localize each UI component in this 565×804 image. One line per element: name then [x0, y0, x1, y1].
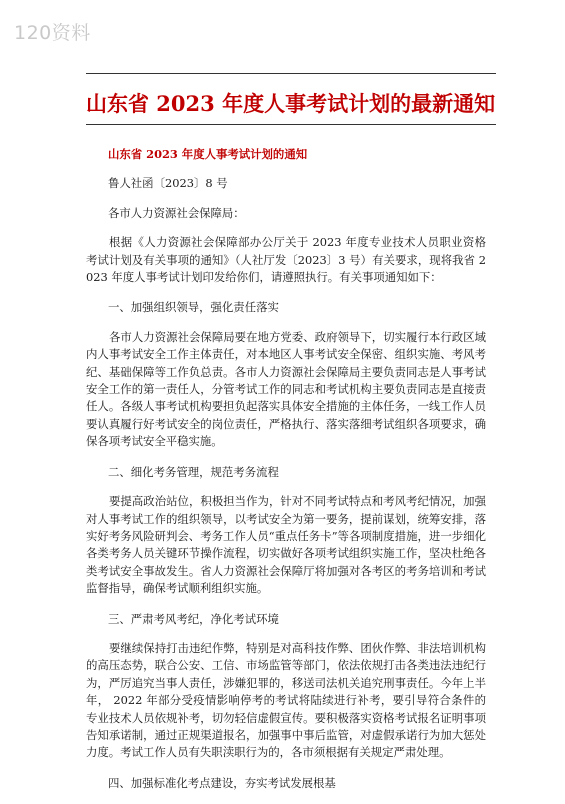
section-body-3: 要继续保持打击违纪作弊，特别是对高科技作弊、团伙作弊、非法培训机构的高压态势，联合公安、工信、市场监管等部门，依法依规打击各类违法违纪行为，严厉追究当事人责任，涉嫌犯罪的，移送司法机关追究刑事责任。今年上半年， 2022 年部分受疫情影响停考的考试将陆续进行补考，要引导符合条件的专业技术人员依规补考，切勿轻信虚假宣传。要积极落实资格考试报名证明事项告知承诺制，通过正规渠道报名，加强事中事后监管，对虚假承诺行为加大惩处力度。考试工作人员有失职渎职行为的，各市须根据有关规定严肃处理。 [86, 640, 486, 760]
document-body [86, 146, 486, 804]
notice-subtitle: 山东省 2023 年度人事考试计划的通知 [108, 147, 308, 161]
addressee: 各市人力资源社会保障局： [108, 205, 245, 220]
watermark-logo: 120资料 [14, 22, 91, 44]
section-body-2: 要提高政治站位，积极担当作为，针对不同考试特点和考风考纪情况，加强对人事考试工作的组织领导，以考试安全为第一要务，提前谋划，统筹安排，落实好考务风险研判会、考务工作人员“重点任务卡”等各项制度措施，进一步细化各类考务人员关键环节操作流程，切实做好各项考试组织实施工作，坚决杜绝各类考试安全事故发生。省人力资源社会保障厅将加强对各考区的考务培训和考试监督指导，确保考试顺利组织实施。 [86, 494, 486, 596]
section-heading-2: 二、细化考务管理，规范考务流程 [108, 464, 279, 479]
section-heading-1: 一、加强组织领导，强化责任落实 [108, 300, 279, 315]
section-body-1: 各市人力资源社会保障局要在地方党委、政府领导下，切实履行本行政区域内人事考试安全工作主体责任，对本地区人事考试安全保密、组织实施、考风考纪、基础保障等工作负总责。各市人力资源社会保障局主要负责同志是人事考试安全工作的第一责任人，分管考试工作的同志和考试机构主要负责同志是直接责任人。各级人事考试机构要担负起落实具体安全措施的主体任务，一线工作人员要认真履行好考试安全的岗位责任，严格执行、落实落细考试组织各项要求，确保各项考试安全平稳实施。 [86, 329, 486, 449]
document-title: 山东省 2023 年度人事考试计划的最新通知 [86, 91, 496, 116]
header-bottom-rule [86, 124, 496, 125]
header-top-rule [86, 73, 496, 74]
section-heading-3: 三、严肃考风考纪，净化考试环境 [108, 611, 279, 626]
intro-paragraph: 根据《人力资源社会保障部办公厅关于 2023 年度专业技术人员职业资格考试计划及有关事项的通知》（人社厅发〔2023〕3 号）有关要求，现将我省 2023 年度人事考试计划印发给你们，请遵照执行。有关事项通知如下： [86, 235, 486, 285]
section-heading-4: 四、加强标准化考点建设，夯实考试发展根基 [108, 775, 336, 790]
document-number: 鲁人社函〔2023〕8 号 [108, 176, 228, 191]
